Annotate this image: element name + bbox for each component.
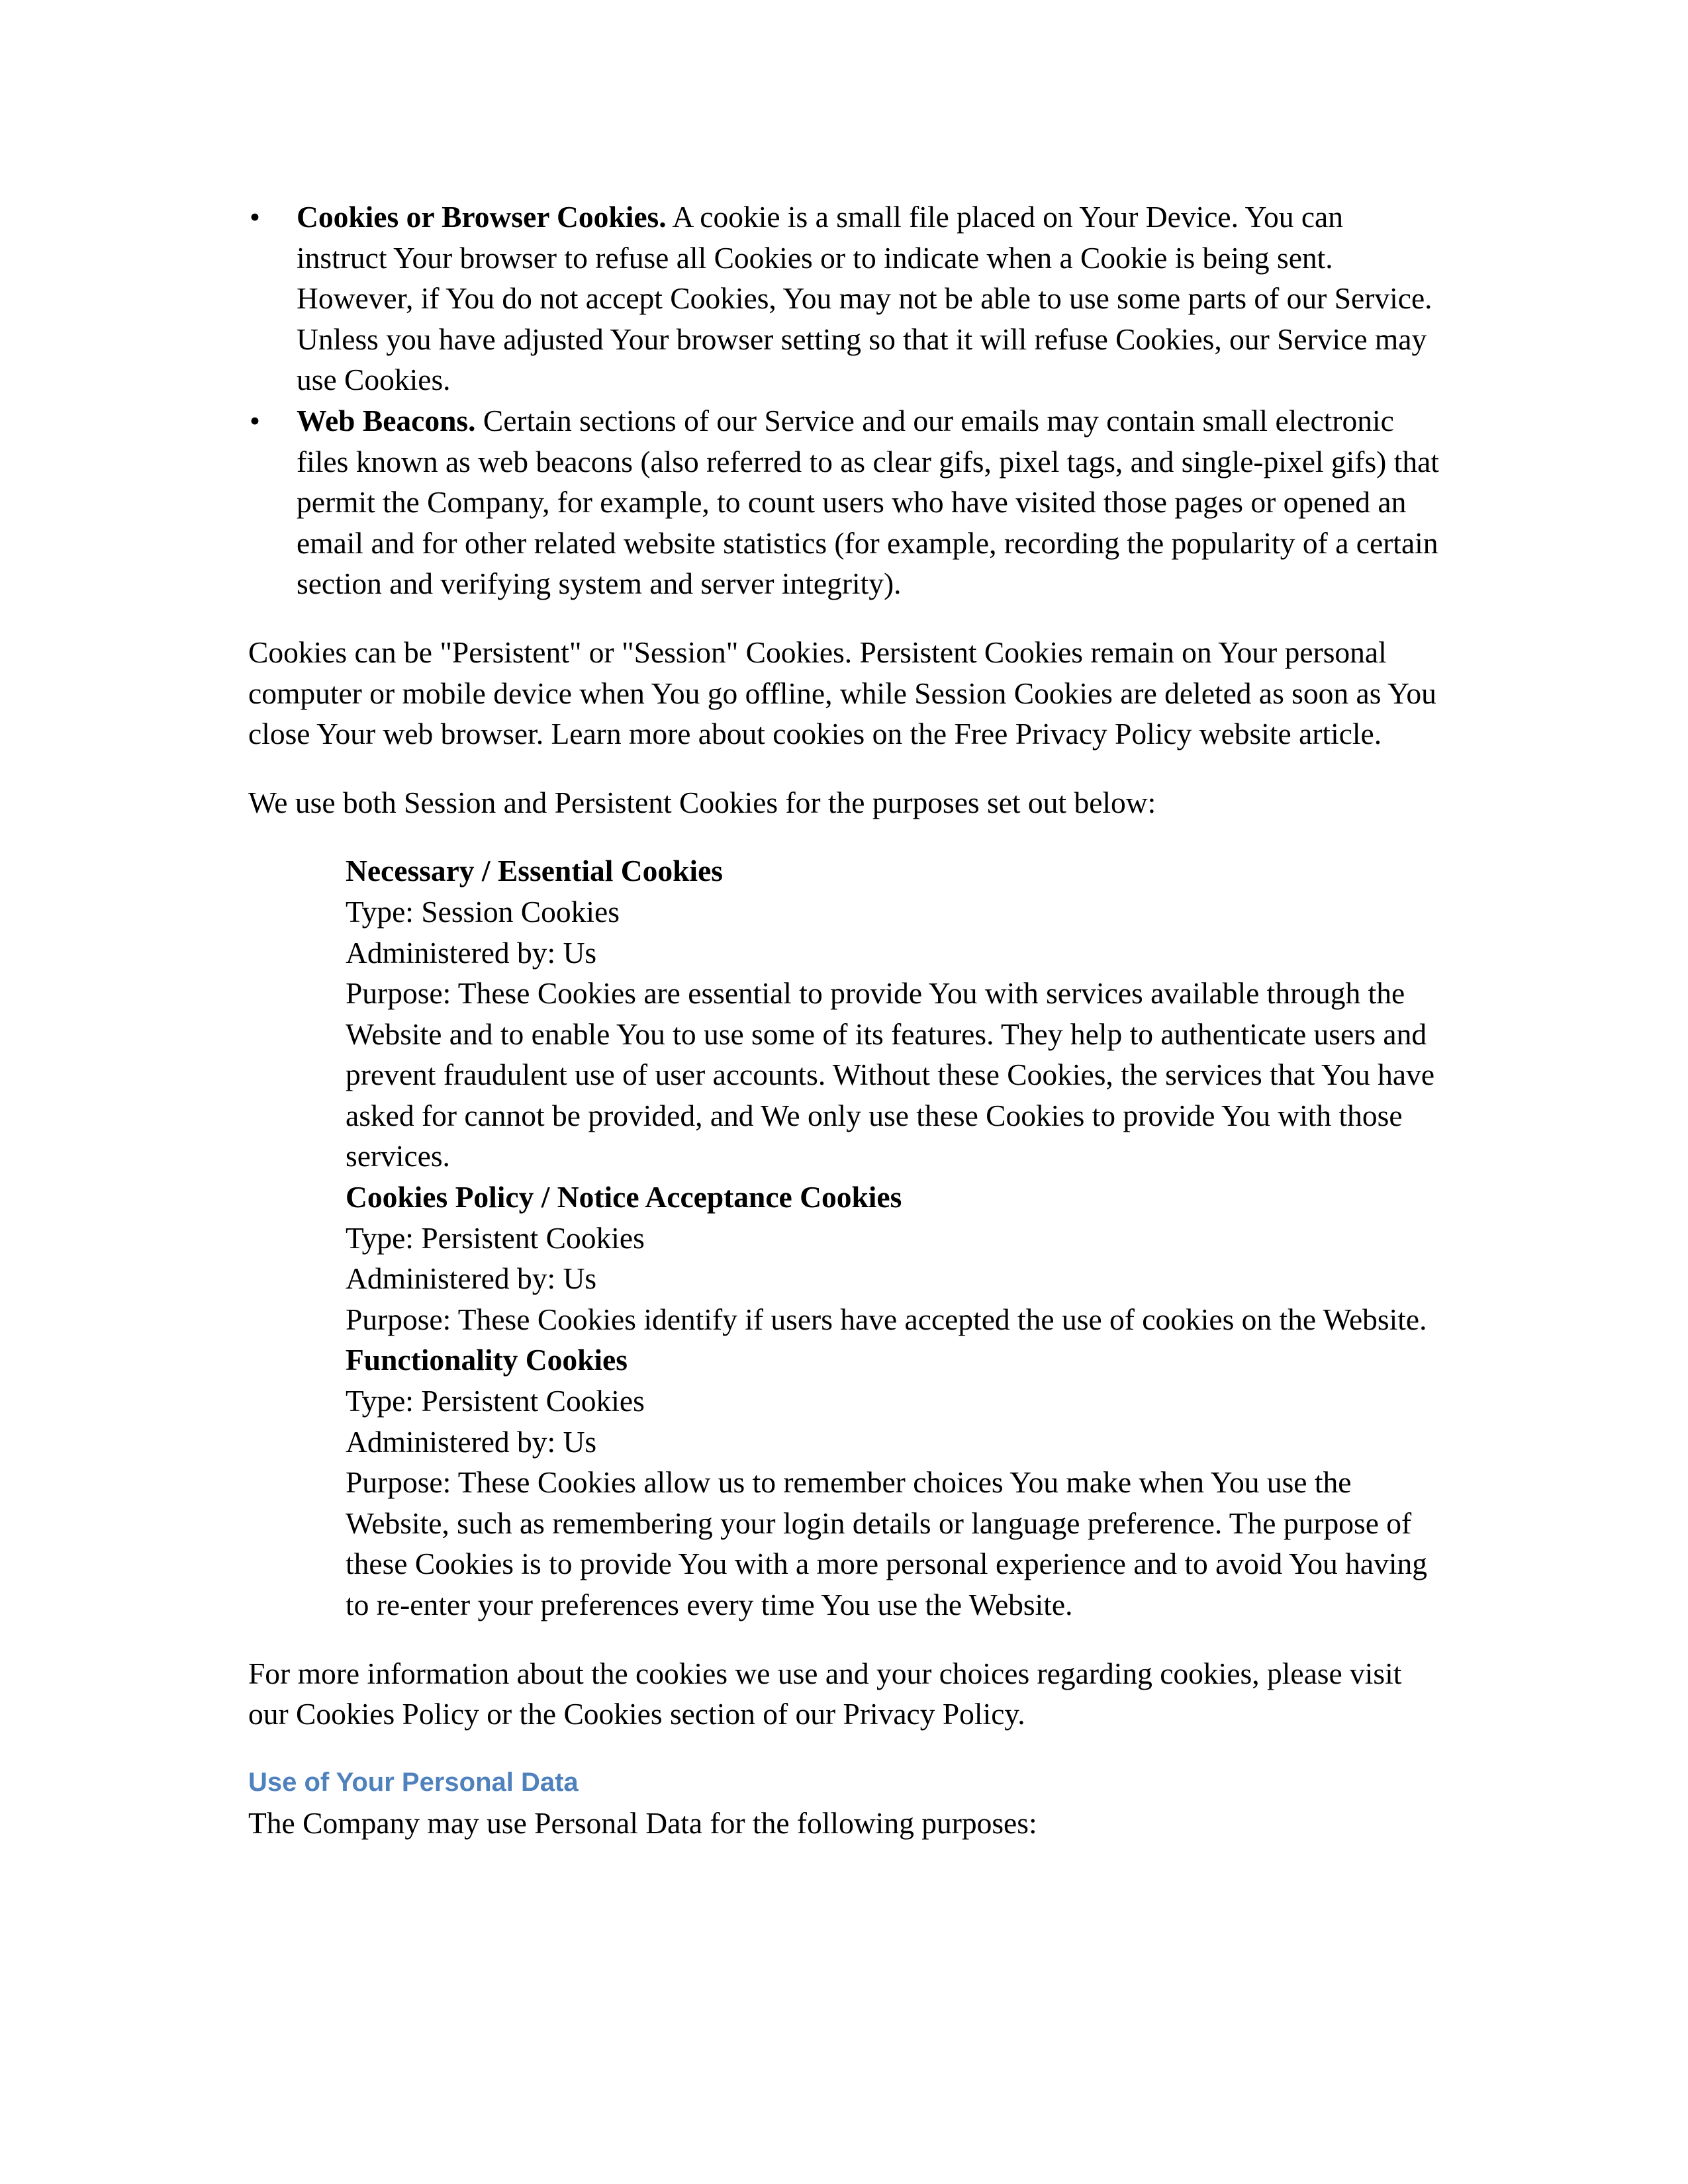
category-purpose: Purpose: These Cookies are essential to provide You with services available through the Website and to enable You to use some of its features. They help to authenticate users and prevent fraudulent use of user accounts. Without these Cookies, the services that You have asked for cannot be provided, and We only use these Cookies to provide You with those services. — [346, 976, 1435, 1173]
bullet-term: Web Beacons. — [297, 403, 476, 437]
section-heading-use-of-personal-data: Use of Your Personal Data — [248, 1767, 579, 1797]
bullet-text — [297, 197, 1440, 400]
category-title: Cookies Policy / Notice Acceptance Cookies — [346, 1180, 902, 1214]
cookie-category-acceptance — [346, 1177, 1440, 1340]
paragraph-cookie-types: Cookies can be "Persistent" or "Session" Cookies. Persistent Cookies remain on Your personal computer or mobile device when You go offline, while Session Cookies are deleted as soon as You close Your web browser. Learn more about cookies on the Free Privacy Policy website article. — [248, 635, 1436, 751]
category-type: Type: Session Cookies — [346, 894, 620, 929]
paragraph-use-intro: The Company may use Personal Data for the following purposes: — [248, 1806, 1037, 1841]
bullet-term: Cookies or Browser Cookies. — [297, 200, 667, 234]
category-title: Functionality Cookies — [346, 1343, 628, 1377]
bullet-description: Certain sections of our Service and our emails may contain small electronic files known as web beacons (also referred to as clear gifs, pixel tags, and single-pixel gifs) that permit the Company, for example, to count users who have visited those pages or opened an email and for other related website statistics (for example, recording the popularity of a certain section and verifying system and server integrity). — [297, 403, 1439, 601]
category-purpose: Purpose: These Cookies allow us to remember choices You make when You use the Website, such as remembering your login details or language preference. The purpose of these Cookies is to provide You with a more personal experience and to avoid You having to re-enter your preferences every time You use the Website. — [346, 1465, 1427, 1621]
category-title: Necessary / Essential Cookies — [346, 854, 723, 888]
bullet-dot-icon: • — [250, 403, 260, 437]
category-administered: Administered by: Us — [346, 935, 597, 970]
document-page — [248, 197, 1440, 1844]
category-purpose: Purpose: These Cookies identify if users have accepted the use of cookies on the Website. — [346, 1302, 1427, 1336]
bullet-text — [297, 400, 1440, 604]
cookie-kinds-list — [248, 197, 1440, 604]
category-type: Type: Persistent Cookies — [346, 1384, 645, 1418]
cookie-categories — [346, 850, 1440, 1625]
category-administered: Administered by: Us — [346, 1424, 597, 1459]
list-item-browser-cookies — [248, 197, 1440, 400]
bullet-description: A cookie is a small file placed on Your Device. You can instruct Your browser to refuse all Cookies or to indicate when a Cookie is being sent. However, if You do not accept Cookies, You may not be able to use some parts of our Service. Unless you have adjusted Your browser setting so that it will refuse Cookies, our Service may use Cookies. — [297, 200, 1432, 397]
bullet-dot-icon: • — [250, 200, 260, 234]
list-item-web-beacons — [248, 400, 1440, 604]
paragraph-purposes-intro: We use both Session and Persistent Cookies for the purposes set out below: — [248, 785, 1156, 819]
category-type: Type: Persistent Cookies — [346, 1220, 645, 1255]
paragraph-more-info: For more information about the cookies we use and your choices regarding cookies, please visit our Cookies Policy or the Cookies section of our Privacy Policy. — [248, 1656, 1402, 1731]
cookie-category-functionality — [346, 1340, 1440, 1625]
cookie-category-necessary — [346, 850, 1440, 1177]
category-administered: Administered by: Us — [346, 1261, 597, 1296]
